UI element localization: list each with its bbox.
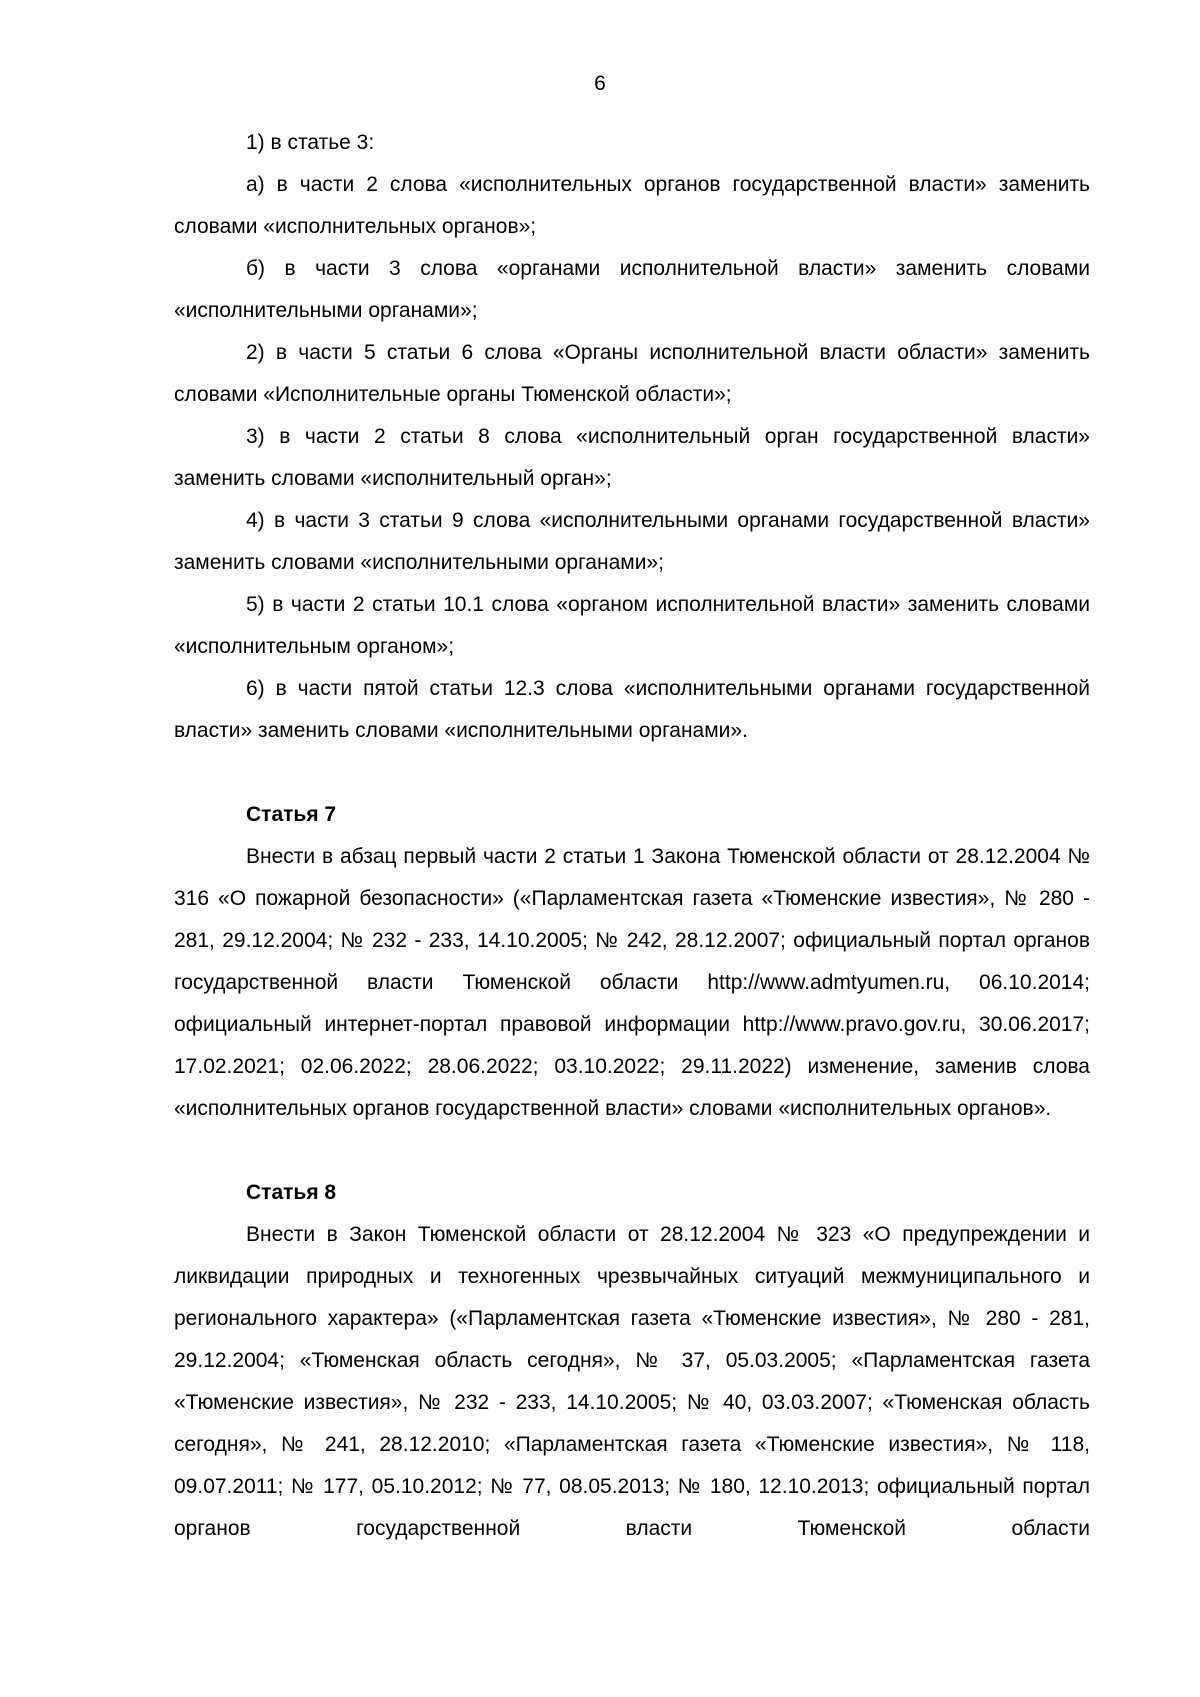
list-item: 6) в части пятой статьи 12.3 слова «исполнительными органами государственной власти» заменить словами «исполнительными органами». xyxy=(174,677,1090,742)
list-item: б) в части 3 слова «органами исполнительной власти» заменить словами «исполнительными органами»; xyxy=(174,257,1090,322)
article-8-text: Внести в Закон Тюменской области от 28.12.2004 № 323 «О предупреждении и ликвидации природных и техногенных чрезвычайных ситуаций межмуниципального и регионального характера» («Парламентская газета «Тюменские известия», № 280 - 281, 29.12.2004; «Тюменская область сегодня», № 37, 05.03.2005; «Парламентская газета «Тюменские известия», № 232 - 233, 14.10.2005; № 40, 03.03.2007; «Тюменская область сегодня», № 241, 28.12.2010; «Парламентская газета «Тюменские известия», № 118, 09.07.2011; № 177, 05.10.2012; № 77, 08.05.2013; № 180, 12.10.2013; официальный портал органов государственной власти Тюменской области xyxy=(174,1223,1090,1540)
spacer xyxy=(174,1130,1090,1172)
article-8-heading: Статья 8 xyxy=(246,1181,337,1204)
list-item: 5) в части 2 статьи 10.1 слова «органом исполнительной власти» заменить словами «исполнительным органом»; xyxy=(174,593,1090,658)
page-number: 6 xyxy=(594,72,606,95)
list-item: а) в части 2 слова «исполнительных органов государственной власти» заменить словами «исполнительных органов»; xyxy=(174,173,1090,238)
list-item: 4) в части 3 статьи 9 слова «исполнительными органами государственной власти» заменить словами «исполнительными органами»; xyxy=(174,509,1090,574)
spacer xyxy=(174,752,1090,794)
document-body xyxy=(174,122,1090,1550)
list-item: 1) в статье 3: xyxy=(246,131,375,154)
list-item: 3) в части 2 статьи 8 слова «исполнительный орган государственной власти» заменить словами «исполнительный орган»; xyxy=(174,425,1090,490)
article-7-text: Внести в абзац первый части 2 статьи 1 Закона Тюменской области от 28.12.2004 № 316 «О пожарной безопасности» («Парламентская газета «Тюменские известия», № 280 - 281, 29.12.2004; № 232 - 233, 14.10.2005; № 242, 28.12.2007; официальный портал органов государственной власти Тюменской области http://www.admtyumen.ru, 06.10.2014; официальный интернет-портал правовой информации http://www.pravo.gov.ru, 30.06.2017; 17.02.2021; 02.06.2022; 28.06.2022; 03.10.2022; 29.11.2022) изменение, заменив слова «исполнительных органов государственной власти» словами «исполнительных органов». xyxy=(174,845,1090,1120)
list-item: 2) в части 5 статьи 6 слова «Органы исполнительной власти области» заменить словами «Исполнительные органы Тюменской области»; xyxy=(174,341,1090,406)
article-7-heading: Статья 7 xyxy=(246,803,337,826)
